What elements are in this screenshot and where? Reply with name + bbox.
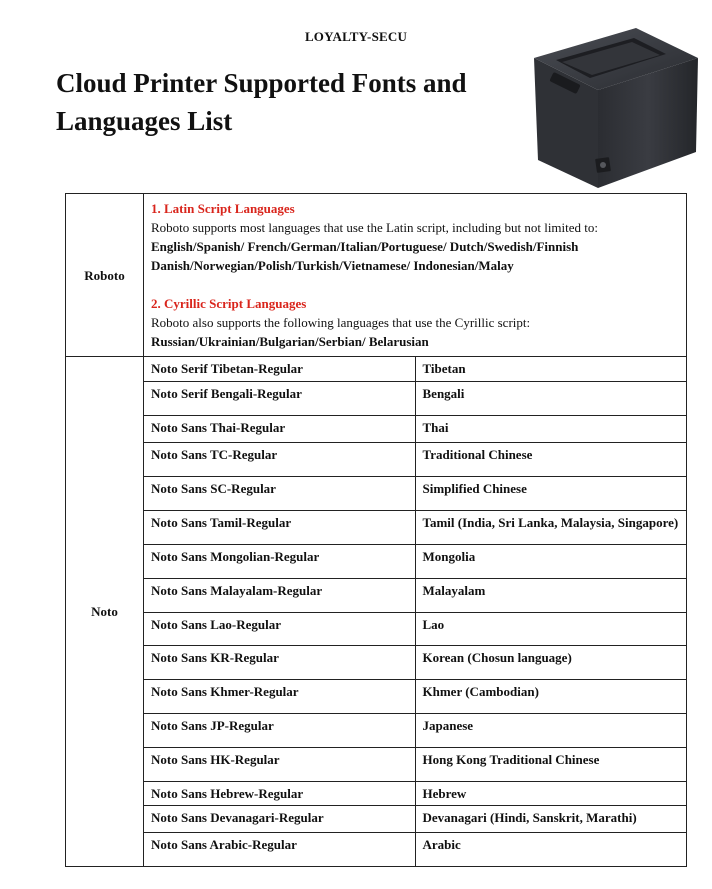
language-cell: Devanagari (Hindi, Sanskrit, Marathi) (415, 806, 687, 833)
font-name-cell: Noto Sans KR-Regular (144, 646, 416, 680)
table-row (66, 382, 687, 416)
language-cell: Lao (415, 613, 687, 646)
table-row (66, 806, 687, 833)
language-cell: Korean (Chosun language) (415, 646, 687, 680)
table-row (66, 714, 687, 748)
cyrillic-description: Roboto also supports the following languages that use the Cyrillic script: (151, 315, 531, 330)
language-cell: Simplified Chinese (415, 477, 687, 511)
table-row (66, 613, 687, 646)
language-cell: Tamil (India, Sri Lanka, Malaysia, Singapore) (415, 511, 687, 545)
table-row (66, 579, 687, 613)
fonts-table (65, 193, 687, 867)
latin-languages-line-2: Danish/Norwegian/Polish/Turkish/Vietnamese/ Indonesian/Malay (151, 258, 514, 273)
font-name-cell: Noto Sans HK-Regular (144, 748, 416, 782)
language-cell: Hebrew (415, 782, 687, 806)
roboto-description (144, 194, 687, 357)
language-cell: Malayalam (415, 579, 687, 613)
language-cell: Thai (415, 416, 687, 443)
table-row (66, 477, 687, 511)
latin-languages-line-1: English/Spanish/ French/German/Italian/Portuguese/ Dutch/Swedish/Finnish (151, 239, 579, 254)
latin-heading: 1. Latin Script Languages (151, 201, 295, 216)
font-name-cell: Noto Sans Arabic-Regular (144, 833, 416, 867)
table-row (66, 782, 687, 806)
table-row (66, 646, 687, 680)
table-row (66, 443, 687, 477)
thermal-printer-icon (516, 20, 702, 192)
font-name-cell: Noto Sans Thai-Regular (144, 416, 416, 443)
font-name-cell: Noto Sans SC-Regular (144, 477, 416, 511)
font-name-cell: Noto Sans Khmer-Regular (144, 680, 416, 714)
table-row (66, 680, 687, 714)
table-row (66, 833, 687, 867)
page-title (56, 64, 516, 140)
table-row (66, 357, 687, 382)
table-row (66, 416, 687, 443)
font-name-cell: Noto Sans Devanagari-Regular (144, 806, 416, 833)
font-name-cell: Noto Sans Tamil-Regular (144, 511, 416, 545)
font-name-cell: Noto Sans Malayalam-Regular (144, 579, 416, 613)
font-name-cell: Noto Sans TC-Regular (144, 443, 416, 477)
table-row (66, 545, 687, 579)
language-cell: Bengali (415, 382, 687, 416)
brand-label: LOYALTY-SECU (304, 29, 408, 44)
title-line-1: Cloud Printer Supported Fonts and (56, 68, 467, 98)
language-cell: Arabic (415, 833, 687, 867)
font-name-cell: Noto Serif Bengali-Regular (144, 382, 416, 416)
language-cell: Mongolia (415, 545, 687, 579)
table-row (66, 748, 687, 782)
cyrillic-languages: Russian/Ukrainian/Bulgarian/Serbian/ Belarusian (151, 334, 429, 349)
language-cell: Traditional Chinese (415, 443, 687, 477)
family-cell-noto: Noto (66, 357, 144, 867)
language-cell: Tibetan (415, 357, 687, 382)
roboto-row (66, 194, 687, 357)
language-cell: Hong Kong Traditional Chinese (415, 748, 687, 782)
table-row (66, 511, 687, 545)
language-cell: Khmer (Cambodian) (415, 680, 687, 714)
font-name-cell: Noto Sans JP-Regular (144, 714, 416, 748)
family-cell-roboto: Roboto (66, 194, 144, 357)
cyrillic-heading: 2. Cyrillic Script Languages (151, 296, 307, 311)
font-name-cell: Noto Serif Tibetan-Regular (144, 357, 416, 382)
latin-description: Roboto supports most languages that use the Latin script, including but not limited to: (151, 220, 599, 235)
font-name-cell: Noto Sans Hebrew-Regular (144, 782, 416, 806)
font-name-cell: Noto Sans Lao-Regular (144, 613, 416, 646)
title-line-2: Languages List (56, 106, 233, 136)
language-cell: Japanese (415, 714, 687, 748)
font-name-cell: Noto Sans Mongolian-Regular (144, 545, 416, 579)
